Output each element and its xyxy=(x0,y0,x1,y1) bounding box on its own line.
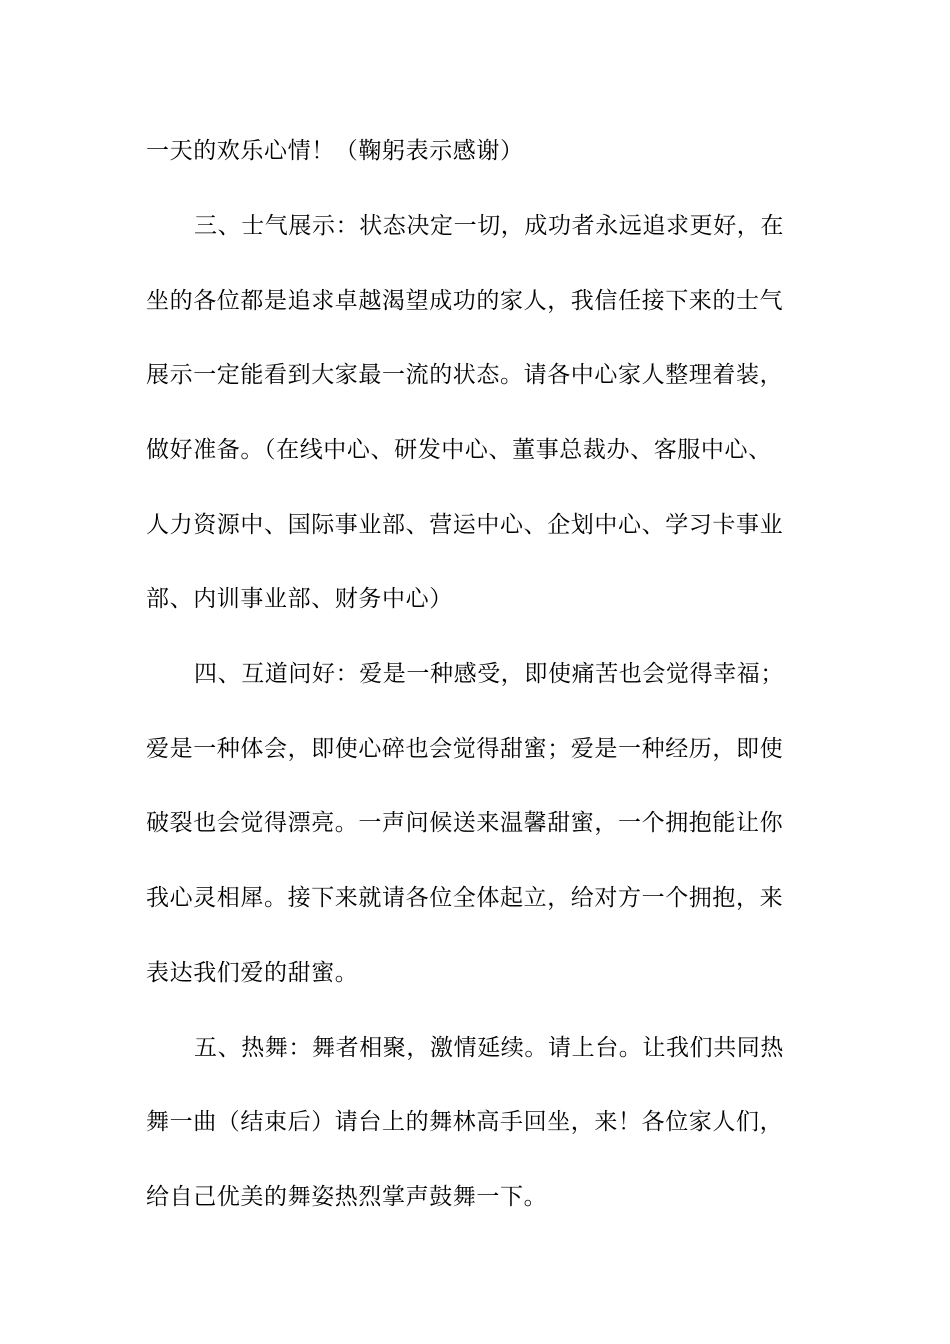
text-line: 表达我们爱的甜蜜。 xyxy=(146,960,359,986)
text-line: 给自己优美的舞姿热烈掌声鼓舞一下。 xyxy=(146,1184,548,1210)
text-line: 坐的各位都是追求卓越渴望成功的家人，我信任接下来的士气 xyxy=(146,288,784,314)
text-line: 展示一定能看到大家最一流的状态。请各中心家人整理着装， xyxy=(146,362,784,388)
text-line: 破裂也会觉得漂亮。一声问候送来温馨甜蜜，一个拥抱能让你 xyxy=(146,810,784,836)
text-line: 做好准备。（在线中心、研发中心、董事总裁办、客服中心、 xyxy=(146,437,772,463)
text-line: 舞一曲（结束后）请台上的舞林高手回坐，来！各位家人们， xyxy=(146,1109,784,1135)
text-line: 爱是一种体会，即使心碎也会觉得甜蜜；爱是一种经历，即使 xyxy=(146,736,784,762)
text-line: 一天的欢乐心情！（鞠躬表示感谢） xyxy=(146,138,524,164)
paragraph-heading-line: 五、热舞：舞者相聚，激情延续。请上台。让我们共同热 xyxy=(194,1035,784,1061)
text-line: 我心灵相犀。接下来就请各位全体起立，给对方一个拥抱，来 xyxy=(146,885,784,911)
paragraph-heading-line: 四、互道问好：爱是一种感受，即使痛苦也会觉得幸福； xyxy=(194,661,784,687)
text-line: 部、内训事业部、财务中心） xyxy=(146,586,453,612)
paragraph-heading-line: 三、士气展示：状态决定一切，成功者永远追求更好，在 xyxy=(194,213,784,239)
text-line: 人力资源中、国际事业部、营运中心、企划中心、学习卡事业 xyxy=(146,512,784,538)
